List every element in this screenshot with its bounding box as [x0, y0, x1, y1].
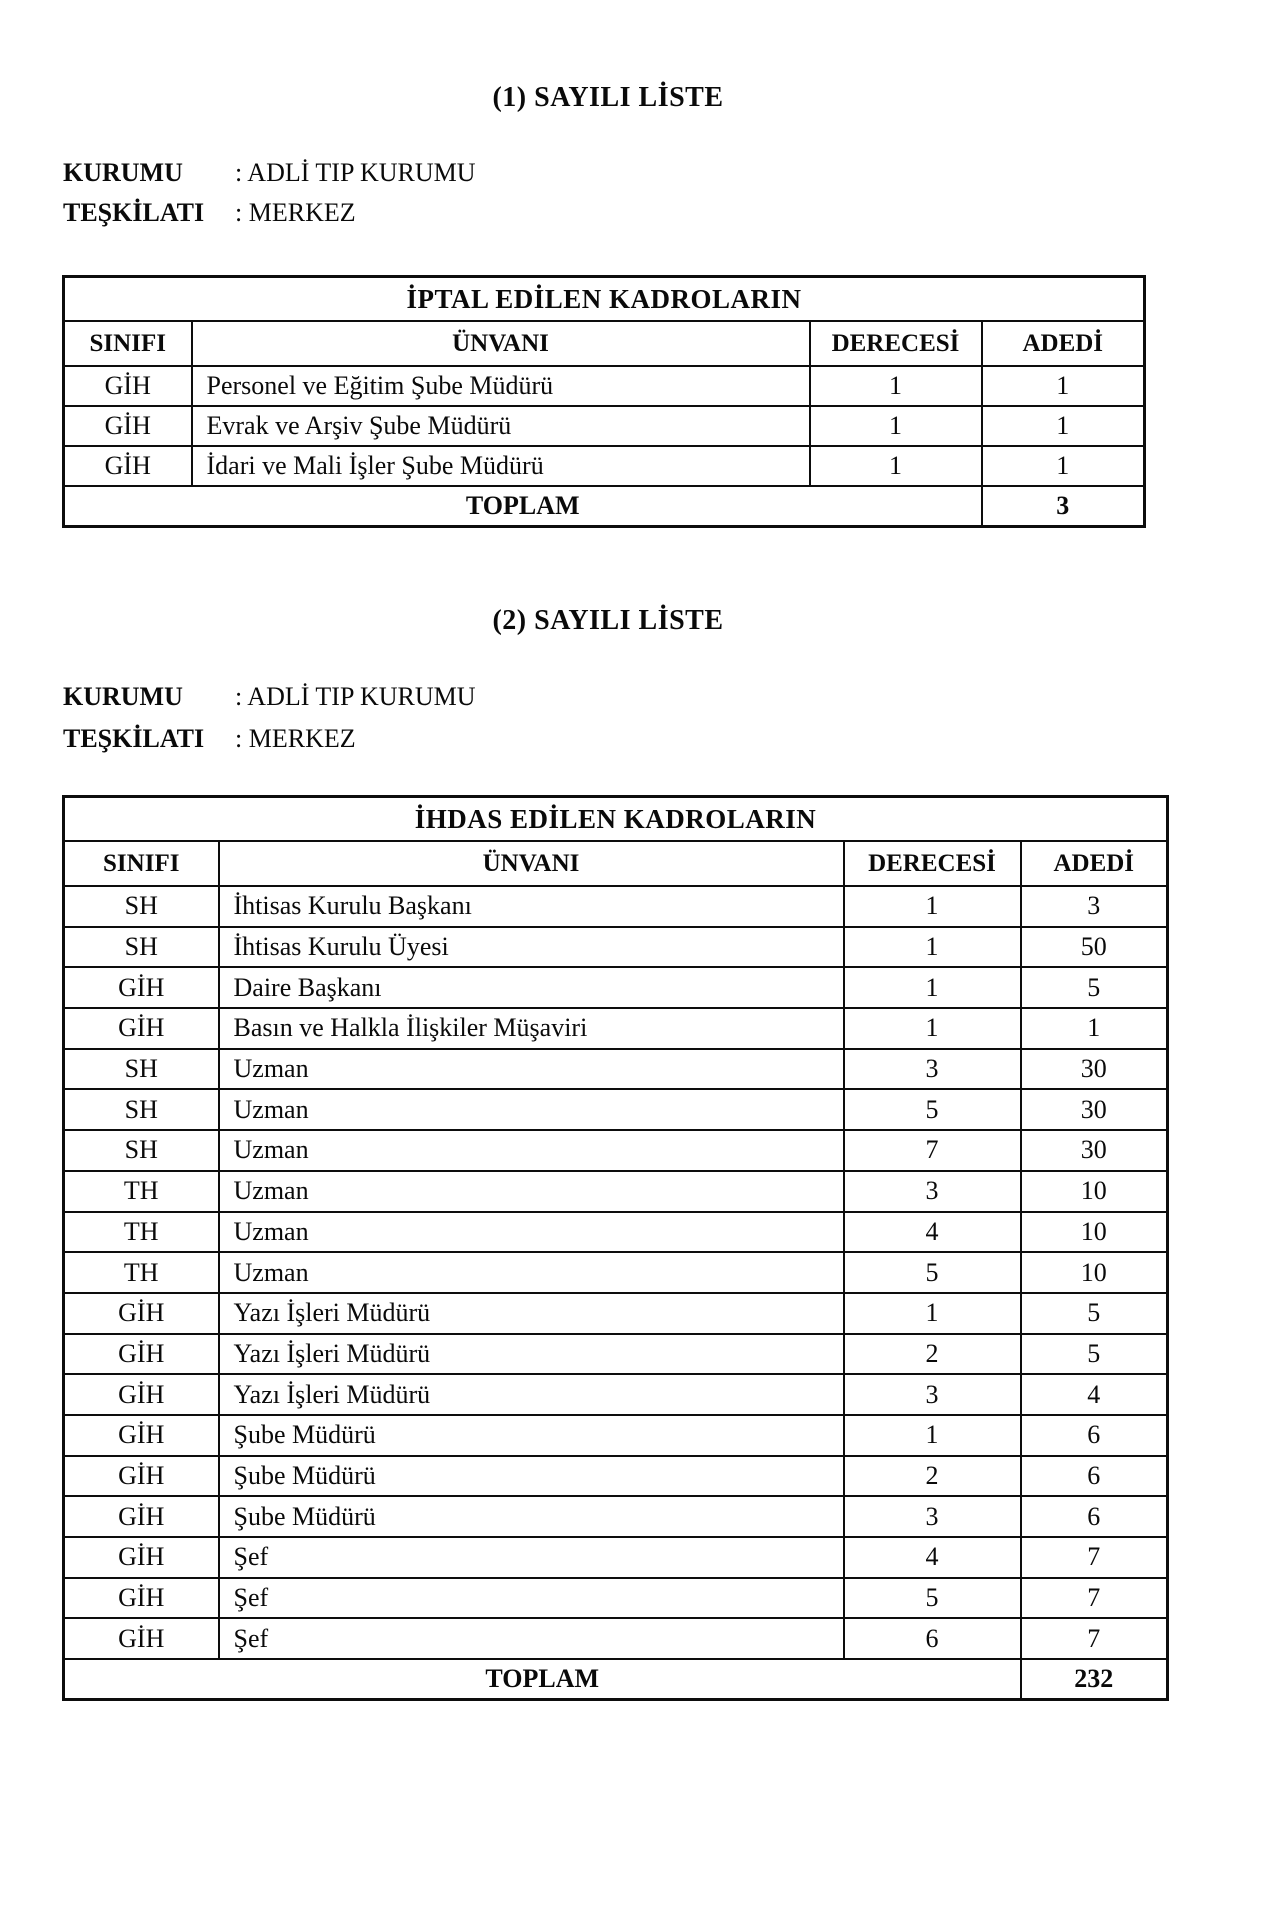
table-cell: TH [64, 1171, 219, 1212]
cancelled-positions-table [62, 275, 1146, 528]
table-row [64, 1456, 1168, 1497]
table-cell: GİH [64, 1496, 219, 1537]
section1-title: (1) SAYILI LİSTE [492, 82, 724, 113]
table-row [64, 1171, 1168, 1212]
table-cell: Yazı İşleri Müdürü [219, 1334, 844, 1375]
table-cell: GİH [64, 446, 192, 486]
table-cell: SH [64, 927, 219, 968]
total-row [64, 486, 1145, 527]
table-cell: GİH [64, 1456, 219, 1497]
table-cell: 7 [1021, 1537, 1168, 1578]
table-cell: Şef [219, 1618, 844, 1659]
table-cell: GİH [64, 1008, 219, 1049]
table-cell: 1 [844, 967, 1021, 1008]
table-cell: Şube Müdürü [219, 1456, 844, 1497]
table-cell: Uzman [219, 1252, 844, 1293]
table-cell: Şef [219, 1537, 844, 1578]
table1-title: İPTAL EDİLEN KADROLARIN [64, 277, 1145, 322]
table-cell: 1 [1021, 1008, 1168, 1049]
table-cell: 1 [844, 886, 1021, 927]
table-row [64, 1415, 1168, 1456]
table-cell: Daire Başkanı [219, 967, 844, 1008]
table-cell: 5 [1021, 1293, 1168, 1334]
table-row [64, 1618, 1168, 1659]
table-cell: 2 [844, 1334, 1021, 1375]
table-cell: 10 [1021, 1212, 1168, 1253]
table-row [64, 1252, 1168, 1293]
table-cell: 30 [1021, 1089, 1168, 1130]
table-cell: 3 [844, 1049, 1021, 1090]
kurumu-value: : ADLİ TIP KURUMU [235, 158, 476, 187]
table-cell: GİH [64, 1578, 219, 1619]
table-cell: GİH [64, 1618, 219, 1659]
table-row [64, 1537, 1168, 1578]
table-cell: 6 [844, 1618, 1021, 1659]
table-cell: GİH [64, 1537, 219, 1578]
table-cell: SH [64, 886, 219, 927]
column-header-sinifi: SINIFI [64, 841, 219, 886]
kurumu-label: KURUMU [63, 158, 183, 187]
table-row [64, 366, 1145, 406]
created-positions-table [62, 795, 1169, 1701]
table-cell: SH [64, 1089, 219, 1130]
table-row [64, 886, 1168, 927]
table-cell: Uzman [219, 1212, 844, 1253]
total-label: TOPLAM [64, 486, 982, 527]
table-cell: 1 [844, 1293, 1021, 1334]
table-title-row [64, 797, 1168, 842]
table-cell: 3 [1021, 886, 1168, 927]
table-cell: TH [64, 1252, 219, 1293]
table-cell: 5 [1021, 967, 1168, 1008]
teskilati-label: TEŞKİLATI [63, 198, 205, 227]
table-cell: Şube Müdürü [219, 1496, 844, 1537]
table-cell: 6 [1021, 1456, 1168, 1497]
table-cell: 5 [844, 1089, 1021, 1130]
table-cell: 5 [844, 1578, 1021, 1619]
table-cell: 50 [1021, 927, 1168, 968]
table-cell: GİH [64, 1293, 219, 1334]
total-value: 232 [1021, 1659, 1168, 1700]
table-cell: Uzman [219, 1049, 844, 1090]
table-cell: 30 [1021, 1049, 1168, 1090]
kurumu-value: : ADLİ TIP KURUMU [235, 682, 476, 711]
table-cell: 3 [844, 1496, 1021, 1537]
table-cell: Uzman [219, 1171, 844, 1212]
column-header-adedi: ADEDİ [982, 321, 1145, 366]
total-row [64, 1659, 1168, 1700]
table-row [64, 1130, 1168, 1171]
table-cell: 30 [1021, 1130, 1168, 1171]
table-cell: Uzman [219, 1089, 844, 1130]
table-cell: 1 [810, 446, 982, 486]
table-cell: 6 [1021, 1415, 1168, 1456]
table-cell: 5 [844, 1252, 1021, 1293]
table-cell: TH [64, 1212, 219, 1253]
table-cell: 1 [844, 1008, 1021, 1049]
table-row [64, 406, 1145, 446]
table-cell: 1 [982, 446, 1145, 486]
table-cell: 3 [844, 1374, 1021, 1415]
column-header-unvani: ÜNVANI [192, 321, 810, 366]
table-row [64, 1374, 1168, 1415]
table-title-row [64, 277, 1145, 322]
table-cell: SH [64, 1049, 219, 1090]
teskilati-label: TEŞKİLATI [63, 724, 205, 753]
table-cell: Basın ve Halkla İlişkiler Müşaviri [219, 1008, 844, 1049]
table-cell: 1 [982, 406, 1145, 446]
table-header-row [64, 841, 1168, 886]
table-cell: 4 [844, 1212, 1021, 1253]
table-row [64, 967, 1168, 1008]
table-row [64, 1496, 1168, 1537]
table-cell: İhtisas Kurulu Üyesi [219, 927, 844, 968]
table-cell: Evrak ve Arşiv Şube Müdürü [192, 406, 810, 446]
table-cell: 3 [844, 1171, 1021, 1212]
table-cell: 7 [1021, 1618, 1168, 1659]
column-header-adedi: ADEDİ [1021, 841, 1168, 886]
table-cell: GİH [64, 1334, 219, 1375]
table-cell: Yazı İşleri Müdürü [219, 1374, 844, 1415]
table-row [64, 446, 1145, 486]
section1-kurumu-row [63, 158, 476, 188]
table-cell: 10 [1021, 1171, 1168, 1212]
table-row [64, 1008, 1168, 1049]
table-cell: Personel ve Eğitim Şube Müdürü [192, 366, 810, 406]
table-cell: 1 [810, 366, 982, 406]
table-cell: GİH [64, 967, 219, 1008]
total-label: TOPLAM [64, 1659, 1021, 1700]
table-row [64, 1578, 1168, 1619]
table-cell: 1 [810, 406, 982, 446]
table-cell: 7 [1021, 1578, 1168, 1619]
table-cell: Yazı İşleri Müdürü [219, 1293, 844, 1334]
table-cell: 1 [844, 1415, 1021, 1456]
table-cell: GİH [64, 366, 192, 406]
total-value: 3 [982, 486, 1145, 527]
table-header-row [64, 321, 1145, 366]
column-header-unvani: ÜNVANI [219, 841, 844, 886]
column-header-derecesi: DERECESİ [844, 841, 1021, 886]
table-row [64, 1049, 1168, 1090]
table-cell: Şube Müdürü [219, 1415, 844, 1456]
table-cell: GİH [64, 1374, 219, 1415]
column-header-derecesi: DERECESİ [810, 321, 982, 366]
table-cell: 1 [844, 927, 1021, 968]
table-cell: 4 [844, 1537, 1021, 1578]
table-row [64, 1293, 1168, 1334]
table-cell: 2 [844, 1456, 1021, 1497]
section2-teskilati-row [63, 724, 356, 754]
section2-title: (2) SAYILI LİSTE [492, 605, 724, 636]
table-cell: İdari ve Mali İşler Şube Müdürü [192, 446, 810, 486]
table-cell: 1 [982, 366, 1145, 406]
table-row [64, 927, 1168, 968]
table-cell: Uzman [219, 1130, 844, 1171]
table-cell: GİH [64, 1415, 219, 1456]
table-cell: 4 [1021, 1374, 1168, 1415]
table-row [64, 1334, 1168, 1375]
kurumu-label: KURUMU [63, 682, 183, 711]
table-cell: 7 [844, 1130, 1021, 1171]
section2-kurumu-row [63, 682, 476, 712]
teskilati-value: : MERKEZ [235, 724, 356, 753]
table-cell: 10 [1021, 1252, 1168, 1293]
table-cell: SH [64, 1130, 219, 1171]
table2-title: İHDAS EDİLEN KADROLARIN [64, 797, 1168, 842]
table-cell: 5 [1021, 1334, 1168, 1375]
section1-teskilati-row [63, 198, 356, 228]
column-header-sinifi: SINIFI [64, 321, 192, 366]
table-row [64, 1089, 1168, 1130]
table-cell: 6 [1021, 1496, 1168, 1537]
teskilati-value: : MERKEZ [235, 198, 356, 227]
table-cell: Şef [219, 1578, 844, 1619]
table-cell: GİH [64, 406, 192, 446]
table-cell: İhtisas Kurulu Başkanı [219, 886, 844, 927]
table-row [64, 1212, 1168, 1253]
